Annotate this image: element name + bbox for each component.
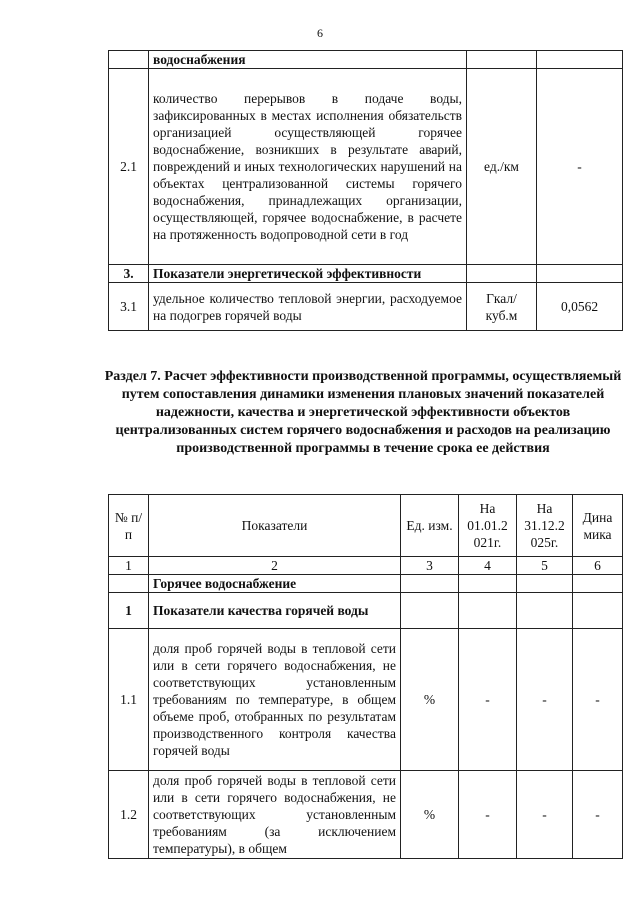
table-row xyxy=(109,265,623,283)
group-title: Горячее водоснабжение xyxy=(149,575,401,593)
empty-cell xyxy=(459,593,517,629)
row-unit: % xyxy=(401,629,459,771)
header-indicator: Показатели xyxy=(149,495,401,557)
row-unit: % xyxy=(401,771,459,859)
empty-cell xyxy=(517,593,573,629)
column-number: 2 xyxy=(149,557,401,575)
row-unit xyxy=(467,51,537,69)
empty-cell xyxy=(401,575,459,593)
table-row xyxy=(109,771,623,859)
row-end: - xyxy=(517,771,573,859)
table-row xyxy=(109,51,623,69)
row-number xyxy=(109,51,149,69)
row-text: удельное количество тепловой энергии, расходуемое на подогрев горячей воды xyxy=(149,283,467,331)
table-row xyxy=(109,629,623,771)
header-start: На 01.01.2 021г. xyxy=(459,495,517,557)
page-number: 6 xyxy=(317,26,323,40)
row-unit xyxy=(467,265,537,283)
header-row xyxy=(109,495,623,557)
column-number: 6 xyxy=(573,557,623,575)
column-number-row xyxy=(109,557,623,575)
row-start: - xyxy=(459,771,517,859)
empty-cell xyxy=(517,575,573,593)
row-end: - xyxy=(517,629,573,771)
row-unit: Гкал/ куб.м xyxy=(467,283,537,331)
row-value xyxy=(537,51,623,69)
row-dynamics: - xyxy=(573,771,623,859)
column-number: 4 xyxy=(459,557,517,575)
row-text: количество перерывов в подаче воды, зафиксированных в местах исполнения обязательств организацией осуществляющей горячее водоснабжение, возникших в результате аварий, повреждений и иных технологических нарушений на объектах централизованной системы горячего водоснабжения, принадлежащих организации, осуществляющей, горячее водоснабжение, в расчете на протяженность водопроводной сети в год xyxy=(149,69,467,265)
empty-cell xyxy=(573,575,623,593)
row-number: 1.1 xyxy=(109,629,149,771)
row-text: водоснабжения xyxy=(149,51,467,69)
top-indicator-table xyxy=(108,50,623,331)
section-row xyxy=(109,593,623,629)
header-dynamics: Дина мика xyxy=(573,495,623,557)
row-text: доля проб горячей воды в тепловой сети или в сети горячего водоснабжения, не соответствующих установленным требованиям (за исключением температуры), в общем xyxy=(149,771,401,859)
column-number: 3 xyxy=(401,557,459,575)
row-number: 1.2 xyxy=(109,771,149,859)
row-number: 2.1 xyxy=(109,69,149,265)
section-title: Раздел 7. Расчет эффективности производственной программы, осуществляемый путем сопоставления динамики изменения плановых значений показателей надежности, качества и энергетической эффективности объектов централизованных систем горячего водоснабжения и расходов на реализацию производственной программы в течение срока ее действия xyxy=(104,369,622,456)
group-row xyxy=(109,575,623,593)
section-num: 1 xyxy=(109,593,149,629)
row-text: доля проб горячей воды в тепловой сети или в сети горячего водоснабжения, не соответствующих установленным требованиям по температуре, в общем объеме проб, отобранных по результатам производственного контроля качества горячей воды xyxy=(149,629,401,771)
empty-cell xyxy=(573,593,623,629)
row-value xyxy=(537,265,623,283)
row-number: 3.1 xyxy=(109,283,149,331)
row-start: - xyxy=(459,629,517,771)
row-dynamics: - xyxy=(573,629,623,771)
section-text: Показатели качества горячей воды xyxy=(149,593,401,629)
row-text: Показатели энергетической эффективности xyxy=(149,265,467,283)
row-number: 3. xyxy=(109,265,149,283)
group-num xyxy=(109,575,149,593)
column-number: 5 xyxy=(517,557,573,575)
table-row xyxy=(109,283,623,331)
empty-cell xyxy=(459,575,517,593)
efficiency-table xyxy=(108,494,623,859)
header-unit: Ед. изм. xyxy=(401,495,459,557)
row-unit: ед./км xyxy=(467,69,537,265)
table-row xyxy=(109,69,623,265)
header-end: На 31.12.2 025г. xyxy=(517,495,573,557)
column-number: 1 xyxy=(109,557,149,575)
row-value: 0,0562 xyxy=(537,283,623,331)
row-value: - xyxy=(537,69,623,265)
header-num: № п/п xyxy=(109,495,149,557)
empty-cell xyxy=(401,593,459,629)
